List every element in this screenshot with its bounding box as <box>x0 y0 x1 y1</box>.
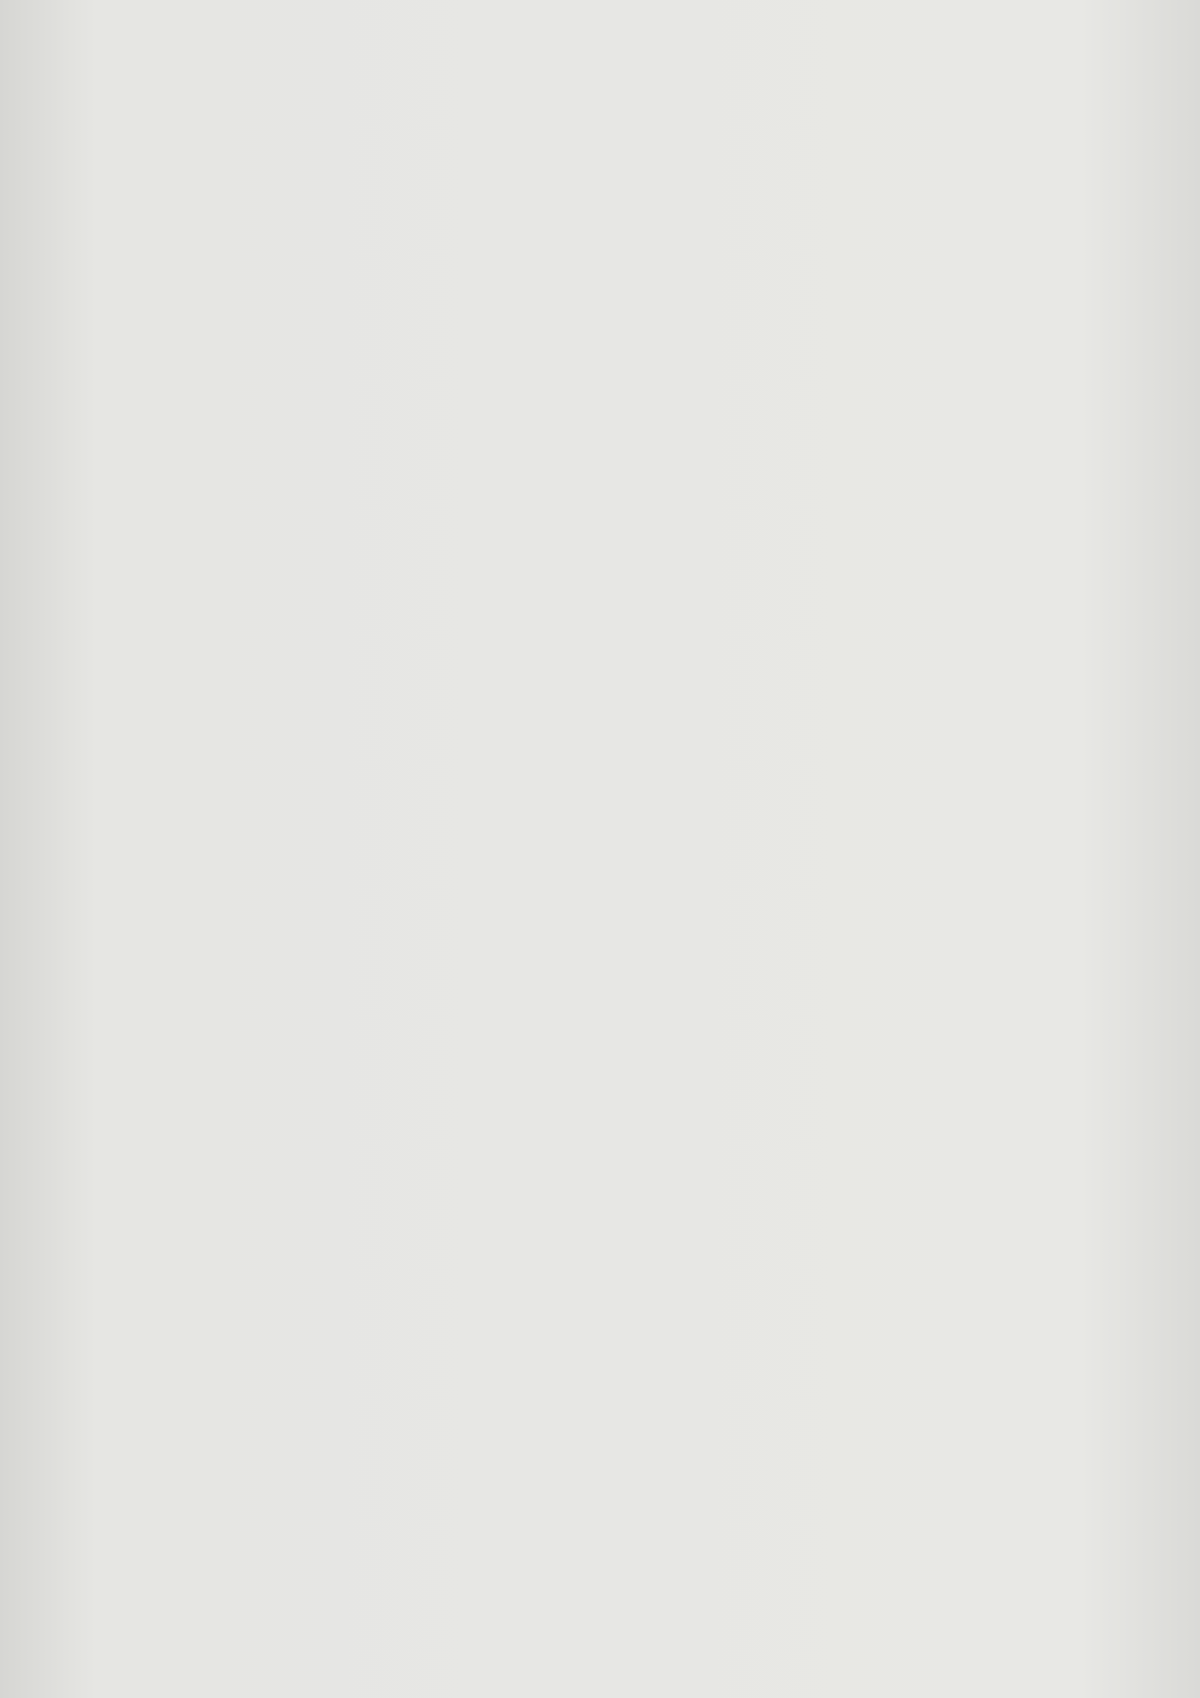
para1-line2 <box>725 95 742 273</box>
para1-line1 <box>747 95 764 113</box>
para2-line1 <box>543 135 560 155</box>
